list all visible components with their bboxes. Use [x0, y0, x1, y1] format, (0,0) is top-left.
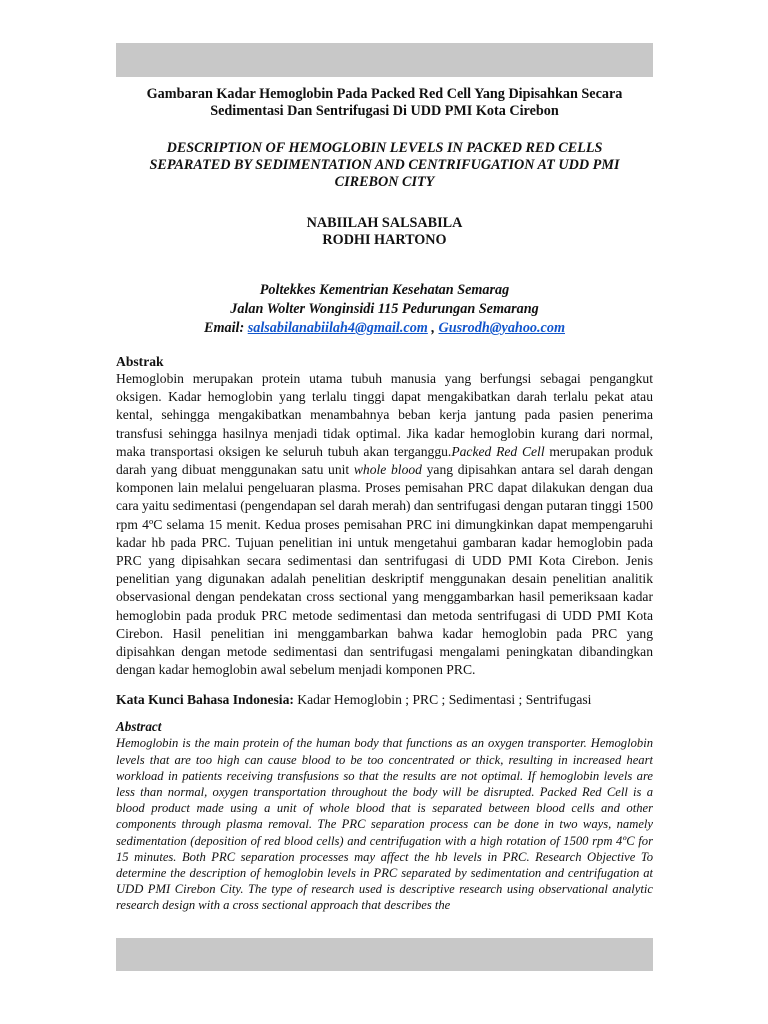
- title-english: [116, 140, 653, 191]
- title-indonesian-line: Sedimentasi Dan Sentrifugasi Di UDD PMI Kota Cirebon: [210, 103, 559, 119]
- title-english-line: CIREBON CITY: [334, 174, 435, 190]
- abstract-heading: Abstract: [116, 719, 162, 735]
- paper-page: [116, 86, 653, 922]
- author-name: NABIILAH SALSABILA: [306, 215, 463, 231]
- keywords-label: Kata Kunci Bahasa Indonesia:: [116, 692, 294, 708]
- institution: Poltekkes Kementrian Kesehatan Semarag: [259, 282, 510, 298]
- title-english-line: DESCRIPTION OF HEMOGLOBIN LEVELS IN PACKED RED CELLS: [166, 140, 603, 156]
- keywords-line: [116, 692, 653, 708]
- abstract-body: Hemoglobin is the main protein of the human body that functions as an oxygen transporter. Hemoglobin levels that are too high can cause blood to be too concentrated or thick, resulting in increased heart workload in patients receiving transfusions so that the results are not optimal. If hemoglobin levels are less than normal, oxygen transportation throughout the body will be disrupted. Packed Red Cell is a blood product made using a unit of whole blood that is separated between blood cells and other components through plasma removal. The PRC separation process can be done in two ways, namely sedimentation (deposition of red blood cells) and centrifugation with a high rotation of 1500 rpm 4ºC for 15 minutes. Both PRC separation processes may affect the hb levels in PRC. Research Objective To determine the description of hemoglobin levels in PRC separated by sedimentation and centrifugation at UDD PMI Cirebon City. The type of research used is descriptive research using observational analytic research design with a cross sectional approach that describes the: [116, 736, 653, 913]
- email-separator: ,: [427, 320, 439, 336]
- address: Jalan Wolter Wonginsidi 115 Pedurungan Semarang: [230, 301, 539, 317]
- title-english-line: SEPARATED BY SEDIMENTATION AND CENTRIFUGATION AT UDD PMI: [149, 157, 620, 173]
- title-indonesian: [116, 86, 653, 120]
- author-name: RODHI HARTONO: [322, 232, 447, 248]
- email-line: [116, 319, 653, 338]
- abstrak-italic-term: whole blood: [353, 462, 422, 478]
- abstrak-text: Hemoglobin merupakan protein utama tubuh manusia yang berfungsi sebagai pengangkut oksigen. Kadar hemoglobin yang terlalu tinggi dapat mengakibatkan darah terlalu pekat atau kental, sehingga mengakibatkan menambahnya beban kerja jantung pada pasien penerima transfusi sehingga hasilnya menjadi tidak optimal. Jika kadar hemoglobin kurang dari normal, maka transportasi oksigen ke seluruh tubuh akan terganggu.: [116, 371, 653, 459]
- email-label: Email:: [203, 320, 245, 336]
- abstrak-text: yang dipisahkan antara sel darah dengan komponen lain melalui pengeluaran plasma. Proses pemisahan PRC dapat dilakukan dengan dua cara yaitu sedimentasi (pengendapan sel darah merah) dan sentrifugasi dengan putaran tinggi 1500 rpm 4ºC selama 15 menit. Kedua proses pemisahan PRC ini dimungkinkan dapat mempengaruhi kadar hb pada PRC. Tujuan penelitian ini untuk mengetahui gambaran kadar hemoglobin pada PRC yang dipisahkan secara sedimentasi dan sentrifugasi di UDD PMI Kota Cirebon. Jenis penelitian yang digunakan adalah penelitian deskriptif menggunakan desain penelitian analitik observasional dengan pendekatan cross sectional yang menggambarkan hasil pemeriksaan kadar hemoglobin pada produk PRC metode sedimentasi dan metoda sentrifugasi di UDD PMI Kota Cirebon. Hasil penelitian ini menggambarkan bahwa kadar hemoglobin pada PRC yang dipisahkan dengan metode sedimentasi dan sentrifugasi mengalami peningkatan dibandingkan dengan kadar hemoglobin awal sebelum menjadi komponen PRC.: [116, 462, 653, 678]
- title-indonesian-line: Gambaran Kadar Hemoglobin Pada Packed Red Cell Yang Dipisahkan Secara: [146, 86, 623, 102]
- email-link-2[interactable]: Gusrodh@yahoo.com: [438, 320, 565, 336]
- page-footer-band: [116, 938, 653, 971]
- page-header-band: [116, 43, 653, 77]
- abstrak-body: [116, 370, 653, 679]
- abstrak-heading: Abstrak: [116, 354, 164, 369]
- keywords-value: Kadar Hemoglobin ; PRC ; Sedimentasi ; Sentrifugasi: [293, 692, 592, 708]
- abstrak-text: merupakan produk darah yang dibuat menggunakan satu unit: [116, 443, 653, 478]
- affiliation: [116, 281, 653, 338]
- author-list: [116, 215, 653, 249]
- email-link-1[interactable]: salsabilanabiilah4@gmail.com: [247, 320, 428, 336]
- abstrak-italic-term: Packed Red Cell: [451, 443, 545, 459]
